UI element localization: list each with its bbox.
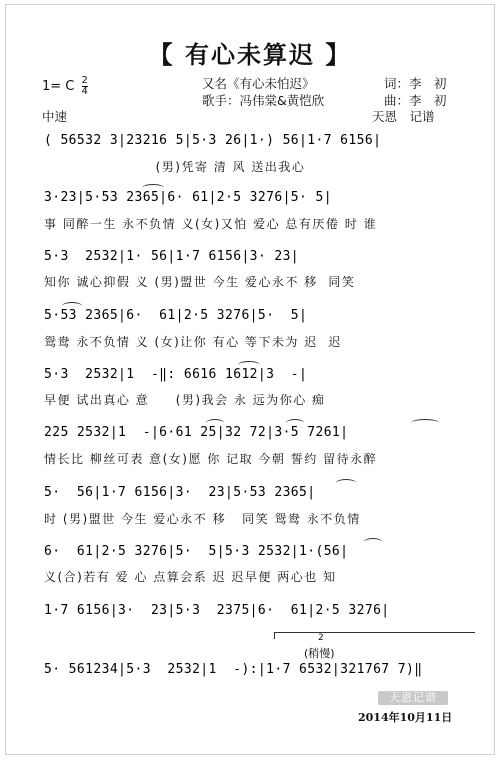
key-signature xyxy=(42,76,88,97)
notation-line-10: 5· 561234|5·3 2532|1 -):|1·7 6532|321767 7)‖ xyxy=(44,662,423,677)
volta-bracket xyxy=(274,632,475,639)
notation-line-6: 225 2532|1 -|6·61 25|32 72|3·5 7261| xyxy=(44,425,349,440)
page-title: 【 有心未算迟 】 xyxy=(148,41,352,69)
lyrics-line-6: 情长比 柳丝可表 意(女)愿 你 记取 今朝 誓约 留待永醉 xyxy=(44,452,378,466)
time-signature-top: 2 xyxy=(81,75,88,86)
slur xyxy=(206,419,224,427)
time-signature-bottom: 4 xyxy=(81,86,88,97)
transcriber-stamp: 天恩记谱 xyxy=(378,691,448,705)
lyrics-line-3: 知你 诚心抑假 义 (男)盟世 今生 爱心永不 移 同笑 xyxy=(44,275,356,289)
lyrics-line-4: 鸳鸯 永不负情 义 (女)让你 有心 等下未为 迟 迟 xyxy=(44,335,342,349)
volta-number: 2 xyxy=(318,633,324,643)
notation-line-4: 5·53 2365|6· 61|2·5 3276|5· 5| xyxy=(44,308,308,323)
alt-title: 又名《有心未怕迟》 xyxy=(202,76,315,91)
transcriber: 天恩 记谱 xyxy=(372,109,435,124)
notation-line-3: 5·3 2532|1· 56|1·7 6156|3· 23| xyxy=(44,249,300,264)
music-sheet xyxy=(5,4,495,755)
slur xyxy=(411,419,439,427)
slur xyxy=(336,479,356,487)
tempo-marking: 中速 xyxy=(42,109,68,124)
notation-line-7: 5· 56|1·7 6156|3· 23|5·53 2365| xyxy=(44,485,316,500)
lyrics-line-7: 时 (男)盟世 今生 爱心永不 移 同笑 鸳鸯 永不负情 xyxy=(44,512,361,526)
lyrics-line-1: (男)凭寄 清 风 送出我心 xyxy=(44,160,306,174)
date-label: 2014年10月11日 xyxy=(358,711,453,724)
slur xyxy=(364,538,382,546)
lyrics-line-8: 义(合)若有 爱 心 点算会系 迟 迟早便 两心也 知 xyxy=(44,570,337,584)
notation-line-1: ( 56532 3|23216 5|5·3 26|1·) 56|1·7 6156| xyxy=(44,133,382,148)
slur xyxy=(238,361,260,369)
lyricist: 词：李 初 xyxy=(384,76,447,91)
time-signature xyxy=(82,76,88,97)
notation-line-8: 6· 61|2·5 3276|5· 5|5·3 2532|1·(56| xyxy=(44,544,349,559)
slur xyxy=(62,302,82,310)
notation-line-2: 3·23|5·53 2365|6· 61|2·5 3276|5· 5| xyxy=(44,190,332,205)
slur xyxy=(142,184,164,192)
slur xyxy=(286,419,304,427)
key-label: 1= C xyxy=(42,79,75,94)
composer: 曲：李 初 xyxy=(384,93,447,108)
singers: 歌手：冯伟棠&黄恺欣 xyxy=(202,93,325,108)
lyrics-line-2: 事 同醉一生 永不负情 义(女)又怕 爱心 总有厌倦 时 谁 xyxy=(44,217,378,231)
lyrics-line-5: 早便 试出真心 意 (男)我会 永 远为你心 痴 xyxy=(44,393,326,407)
tempo-change-marking: (稍慢) xyxy=(304,647,335,660)
notation-line-9: 1·7 6156|3· 23|5·3 2375|6· 61|2·5 3276| xyxy=(44,603,390,618)
notation-line-5: 5·3 2532|1 -‖: 6616 1612|3 -| xyxy=(44,367,308,382)
